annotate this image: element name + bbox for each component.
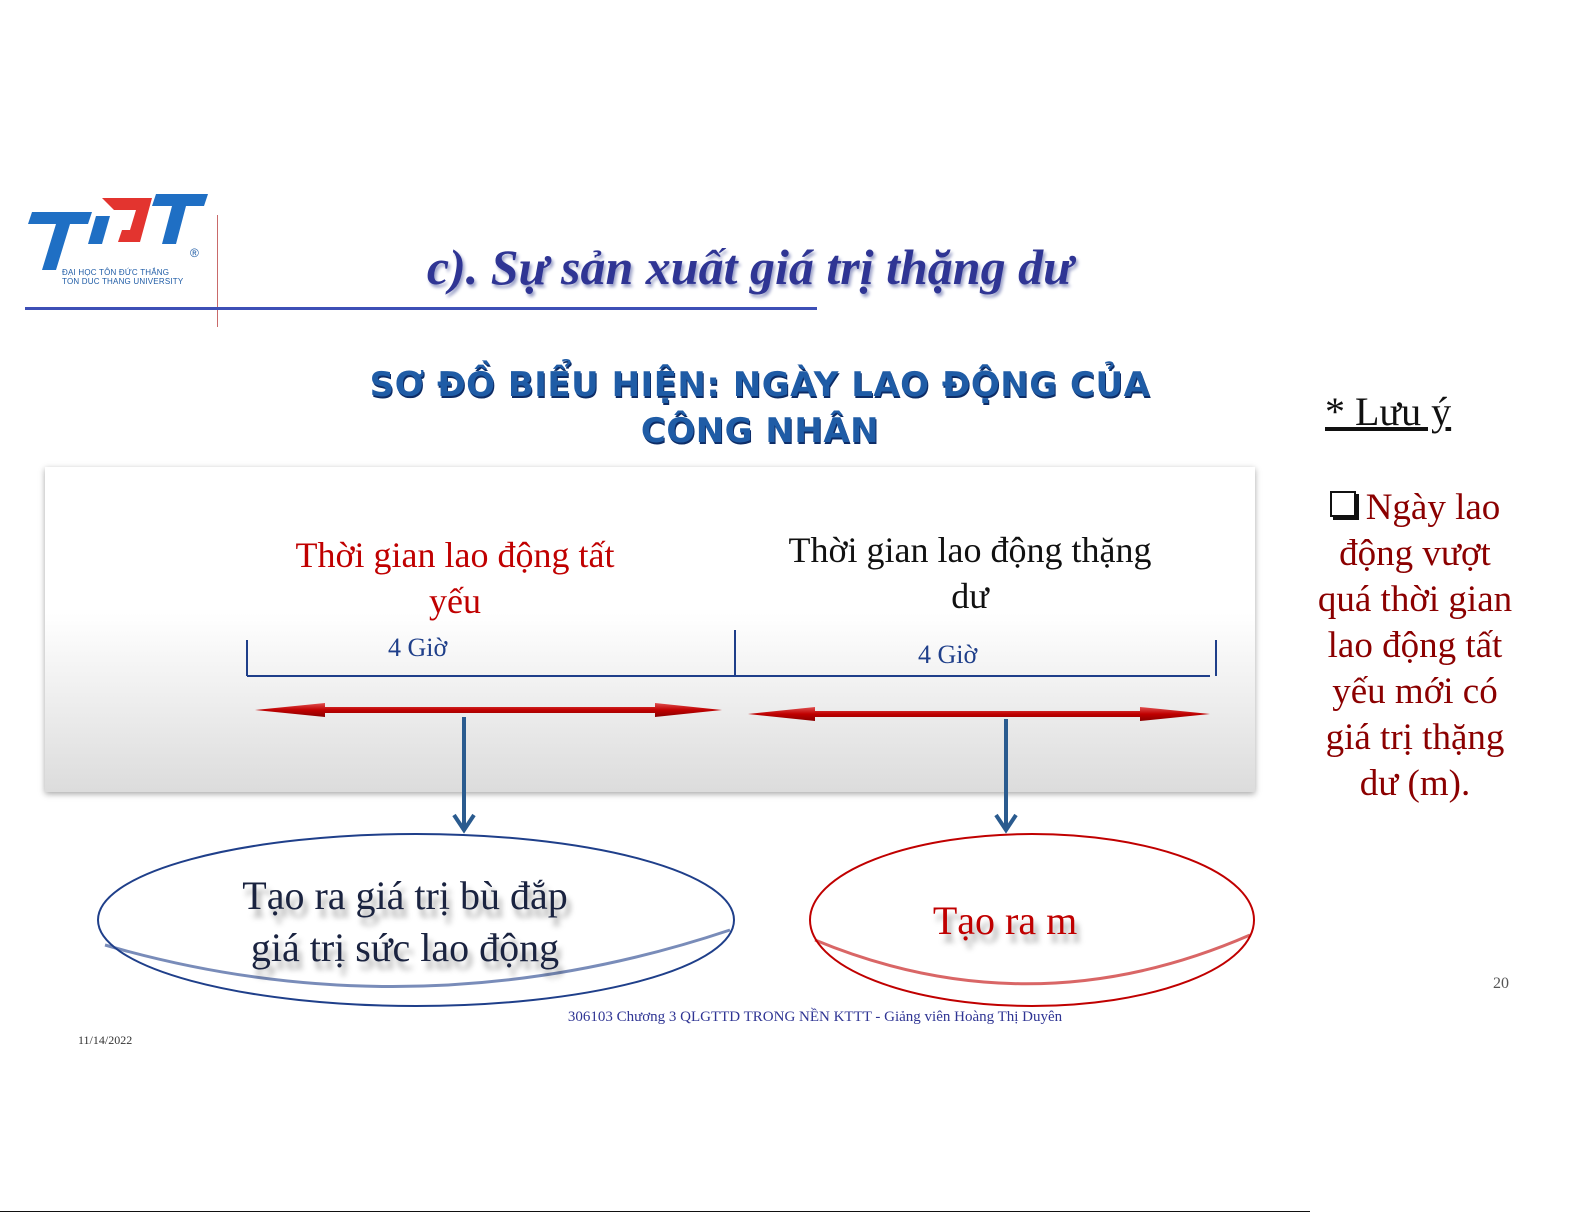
surplus-labor-label-line2: dư <box>951 576 989 616</box>
surplus-hours-label: 4 Giờ <box>918 640 978 669</box>
value-compensation-line2: giá trị sức lao động <box>250 925 560 970</box>
right-down-arrow <box>996 719 1016 830</box>
note-line: quá thời gian <box>1317 579 1513 620</box>
note-line: dư (m). <box>1359 763 1471 804</box>
note-line: yếu mới có <box>1332 671 1498 712</box>
left-down-arrow <box>454 717 474 830</box>
necessary-labor-label-line2: yếu <box>429 581 481 621</box>
slide-title: c). Sự sản xuất giá trị thặng dư <box>426 239 1074 295</box>
surplus-time-double-arrow <box>748 707 1210 721</box>
checkbox-bullet-icon <box>1330 491 1356 517</box>
slide-date: 11/14/2022 <box>78 1033 133 1047</box>
diagram-heading-line1: SƠ ĐỒ BIỂU HIỆN: NGÀY LAO ĐỘNG CỦA <box>369 365 1151 405</box>
registered-mark: ® <box>190 246 199 260</box>
bottom-divider <box>0 1211 1310 1212</box>
surplus-labor-label-line1: Thời gian lao động thặng <box>788 530 1152 570</box>
note-title: * Lưu ý <box>1325 389 1452 434</box>
surplus-value-text: Tạo ra m <box>932 898 1078 943</box>
value-compensation-text <box>170 870 640 974</box>
logo-text-vietnamese: ĐẠI HỌC TÔN ĐỨC THẮNG <box>62 268 170 277</box>
diagram-heading-line2: CÔNG NHÂN <box>640 411 880 451</box>
note-body <box>1300 485 1530 807</box>
note-line: động vượt <box>1339 533 1491 574</box>
note-line: lao động tất <box>1327 625 1503 666</box>
necessary-time-double-arrow <box>255 703 722 717</box>
timeline-bracket <box>247 630 1216 676</box>
note-line: giá trị thặng <box>1325 717 1505 758</box>
necessary-labor-label-line1: Thời gian lao động tất <box>295 535 615 575</box>
note-line: Ngày lao <box>1365 487 1501 528</box>
necessary-hours-label: 4 Giờ <box>388 633 448 662</box>
value-compensation-line1: Tạo ra giá trị bù đắp <box>242 873 568 918</box>
slide-number: 20 <box>1493 975 1509 992</box>
logo-text-english: TON DUC THANG UNIVERSITY <box>62 277 184 286</box>
slide-footer: 306103 Chương 3 QLGTTD TRONG NỀN KTTT - Giảng viên Hoàng Thị Duyên <box>567 1009 1063 1025</box>
